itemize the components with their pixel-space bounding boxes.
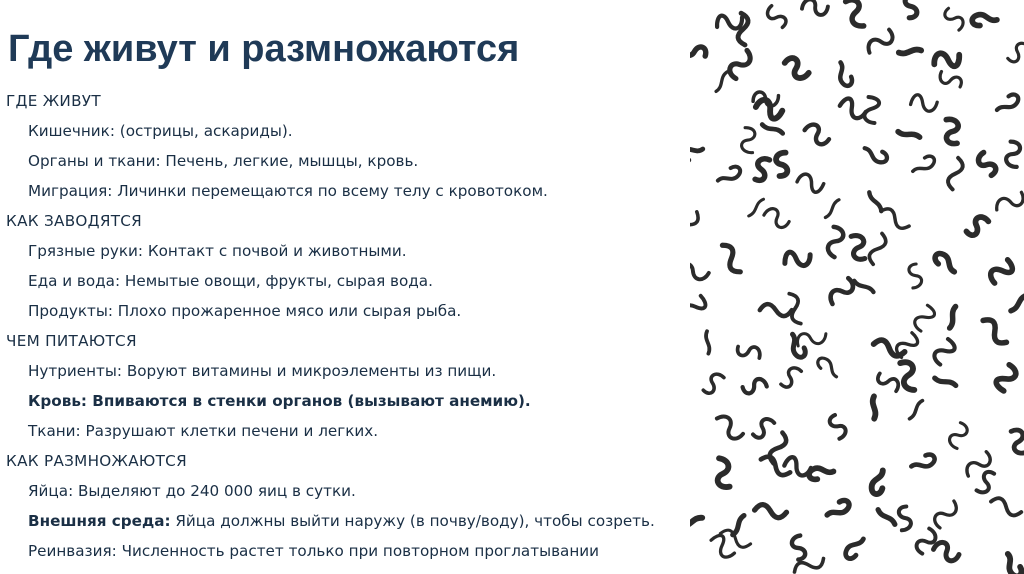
worm-shape (816, 355, 839, 381)
worm-shape (843, 537, 869, 561)
worm-shape (821, 200, 843, 218)
worm-shape (931, 45, 964, 76)
worm-shape (977, 152, 997, 176)
worm-shape (989, 256, 1015, 286)
list-item (6, 116, 682, 146)
list-item (6, 536, 682, 566)
worm-shape (865, 396, 883, 418)
worm-shape (779, 367, 803, 388)
worm-shape (878, 506, 895, 528)
section-heading-where-live: ГДЕ ЖИВУТ (6, 92, 101, 110)
worm-shape (899, 43, 921, 60)
worm-shape (867, 232, 887, 266)
worm-shape (715, 165, 742, 183)
item-label: Грязные руки: (28, 242, 143, 260)
list-item (6, 296, 682, 326)
worm-shape (796, 171, 825, 194)
worm-shape (851, 234, 867, 260)
worm-shape (910, 454, 936, 470)
section-heading-how-reproduce: КАК РАЗМНОЖАЮТСЯ (6, 452, 187, 470)
worm-shape (895, 331, 919, 360)
worm-shape (763, 206, 790, 230)
worm-shape (741, 127, 756, 153)
worm-shape (792, 553, 826, 574)
worm-shape (838, 61, 853, 87)
item-text: Немытые овощи, фрукты, сырая вода. (120, 272, 433, 290)
worm-shape (905, 401, 927, 419)
worm-shape (840, 99, 866, 119)
worm-shape (690, 263, 710, 280)
worm-shape (972, 470, 999, 494)
worm-shape (1009, 428, 1024, 455)
worm-shape (934, 338, 955, 365)
worm-shape (933, 251, 957, 277)
worm-shape (1005, 551, 1023, 574)
worm-pattern-icon (690, 0, 1024, 574)
worm-shape (690, 208, 702, 241)
worm-shape (690, 292, 708, 322)
worm-shape (897, 360, 920, 393)
worm-shape (915, 305, 935, 331)
worm-shape (754, 504, 787, 518)
worm-shape (993, 189, 1024, 215)
worm-shape (702, 373, 726, 394)
item-text: Контакт с почвой и животными. (143, 242, 407, 260)
list-item (6, 416, 682, 446)
worm-shape (857, 94, 886, 126)
worm-shape (786, 533, 813, 561)
worm-shape (898, 124, 920, 145)
list-item (6, 176, 682, 206)
worm-shape (854, 275, 873, 297)
worm-shape (699, 331, 716, 353)
worm-shape (809, 468, 834, 480)
list-item (6, 386, 682, 416)
worm-shape (802, 0, 829, 17)
worm-shape (827, 276, 857, 308)
item-text: Впиваются в стенки органов (вызывают анемию). (87, 392, 531, 410)
item-label: Реинвазия: (28, 542, 117, 560)
worm-shape (827, 226, 844, 257)
worm-shape (768, 150, 796, 179)
worm-shape (713, 413, 745, 442)
section-heading-how-infected: КАК ЗАВОДЯТСЯ (6, 212, 143, 230)
item-label: Ткани: (28, 422, 81, 440)
worm-shape (863, 142, 889, 166)
slide-title: Где живут и размножаются (8, 28, 520, 70)
section-heading-what-eat: ЧЕМ ПИТАЮТСЯ (6, 332, 137, 350)
item-text: Разрушают клетки печени и легких. (80, 422, 379, 440)
worm-shape (938, 65, 964, 93)
worm-shape (748, 156, 776, 183)
item-text: Яйца должны выйти наружу (в почву/воду), чтобы созреть. (170, 512, 655, 530)
worm-shape (727, 47, 754, 80)
list-item (6, 146, 682, 176)
worm-shape (933, 540, 960, 564)
worm-shape (804, 121, 830, 147)
item-label: Внешняя среда: (28, 512, 171, 530)
worm-shape (795, 328, 828, 350)
worm-shape (908, 90, 939, 117)
worm-shape (735, 338, 763, 366)
worm-pattern-image (690, 0, 1024, 574)
item-label: Миграция: (28, 182, 113, 200)
item-text: Численность растет только при повторном проглатывании (116, 542, 600, 560)
worm-shape (963, 449, 994, 480)
worm-shape (989, 496, 1023, 518)
item-label: Продукты: (28, 302, 113, 320)
worm-shape (979, 316, 1011, 347)
worm-shape (752, 419, 775, 439)
item-text: Печень, легкие, мышцы, кровь. (160, 152, 419, 170)
list-item (6, 506, 682, 536)
item-label: Кишечник: (28, 122, 115, 140)
worm-shape (931, 497, 960, 530)
list-item (6, 266, 682, 296)
item-text: Выделяют до 240 000 яиц в сутки. (73, 482, 356, 500)
worm-shape (1005, 141, 1021, 167)
worm-shape (996, 365, 1016, 391)
item-text: Воруют витамины и микроэлементы из пищи. (122, 362, 497, 380)
bullet-list (6, 86, 682, 566)
worm-shape (942, 307, 963, 329)
worm-shape (898, 0, 926, 20)
item-label: Нутриенты: (28, 362, 122, 380)
worm-shape (891, 504, 918, 532)
worm-shape (946, 119, 959, 144)
list-item (6, 476, 682, 506)
worm-shape (760, 304, 792, 316)
worm-shape (1007, 43, 1024, 62)
worm-shape (947, 157, 964, 191)
worm-shape (767, 5, 786, 28)
worm-shape (876, 369, 900, 396)
worm-shape (935, 371, 956, 392)
worm-shape (945, 8, 964, 30)
worm-shape (994, 93, 1021, 113)
worm-shape (947, 422, 970, 449)
item-text: Личинки перемещаются по всему телу с кровотоком. (112, 182, 548, 200)
worm-shape (869, 469, 890, 496)
worm-shape (966, 217, 988, 235)
item-text: Плохо прожаренное мясо или сырая рыба. (112, 302, 462, 320)
item-label: Органы и ткани: (28, 152, 161, 170)
worm-shape (690, 36, 708, 64)
worm-shape (690, 146, 705, 162)
worm-shape (713, 457, 733, 489)
item-label: Кровь: (28, 392, 88, 410)
worm-shape (690, 516, 702, 528)
worm-shape (843, 0, 870, 30)
worm-shape (972, 13, 998, 28)
item-label: Яйца: (28, 482, 74, 500)
worm-shape (717, 242, 745, 275)
worm-shape (826, 414, 849, 440)
worm-shape (741, 374, 768, 399)
worm-shape (910, 154, 937, 174)
item-text: (острицы, аскариды). (114, 122, 293, 140)
worm-shape (878, 206, 912, 232)
worm-shape (1008, 295, 1024, 311)
worm-shape (824, 499, 851, 518)
worm-shape (783, 55, 809, 81)
item-label: Еда и вода: (28, 272, 121, 290)
worm-shape (784, 292, 807, 326)
list-item (6, 236, 682, 266)
worm-shape (864, 27, 896, 57)
list-item (6, 356, 682, 386)
worm-shape (869, 191, 881, 212)
worm-shape (901, 262, 928, 290)
worm-shape (781, 243, 813, 273)
